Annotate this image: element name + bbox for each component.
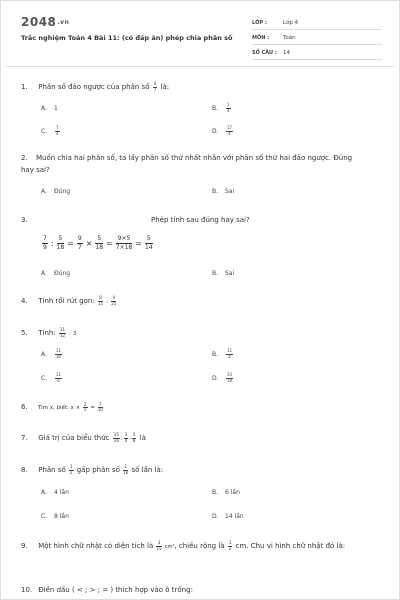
numerator: 15 (113, 432, 119, 437)
option-label: C. (41, 127, 48, 135)
operator: : (106, 299, 108, 305)
numerator: 11 (56, 348, 62, 353)
meta-key: LỚP : (252, 20, 267, 26)
option-value: 14 lần (225, 513, 244, 520)
q1-option-a[interactable] (41, 104, 58, 114)
option-label: C. (41, 374, 48, 382)
fraction (226, 126, 233, 136)
denominator: 4 (124, 437, 128, 443)
question-text-mid: gấp phân số (76, 466, 120, 474)
q1-option-d[interactable] (212, 126, 234, 137)
operand: 3 (73, 331, 77, 337)
q8-option-c[interactable] (41, 512, 69, 522)
denominator: 25 (111, 300, 117, 306)
question-number: 8. (21, 466, 28, 474)
numerator: 1 (227, 102, 230, 107)
option-label: B. (212, 350, 219, 358)
denominator: 18 (95, 244, 104, 251)
question-text: Muốn chia hai phân số, ta lấy phân số thứ nhất nhân với phân số thứ hai đảo ngược. Đúng hay sai? (21, 154, 353, 174)
fraction (226, 103, 231, 113)
question-8 (21, 464, 163, 476)
fraction (156, 541, 161, 551)
numerator: 9×5 (117, 235, 131, 242)
fraction (59, 328, 66, 338)
q2-option-b[interactable] (212, 187, 234, 197)
numerator: 4 (112, 295, 115, 300)
question-text-end: số lần là: (131, 466, 164, 474)
denominator: 18 (227, 377, 233, 383)
denominator: 7 (153, 86, 157, 92)
denominator: 14 (144, 244, 153, 251)
denominator: 4 (56, 130, 59, 136)
q3-expression: $\frac{7}{9}$ : $\frac{5}{18}$ = $\frac{9}{7}$ × $\frac{5}{18}$ = $\frac{9\times 5}{7\times 18}$ = $\frac{5}{14}$ (43, 235, 153, 251)
fraction (116, 235, 132, 252)
question-text: Tính rồi rút gọn: (38, 297, 95, 305)
question-3-number (21, 214, 36, 226)
denominator: 12 (59, 332, 66, 338)
numerator: 17 (227, 125, 233, 130)
numerator: 8 (99, 295, 102, 300)
numerator: 1 (70, 464, 73, 469)
numerator: 9 (77, 235, 82, 242)
option-value: 4 lần (54, 489, 69, 496)
question-text: Phân số (38, 466, 66, 474)
q5-option-a[interactable] (41, 349, 63, 360)
fraction (153, 82, 158, 92)
question-number: 4. (21, 297, 28, 305)
q5-option-b[interactable] (212, 349, 234, 360)
fraction (98, 296, 103, 306)
fraction (124, 433, 129, 443)
fraction (77, 235, 83, 252)
fraction (83, 403, 88, 413)
q1-option-b[interactable] (212, 103, 232, 114)
denominator: 5 (84, 407, 87, 412)
question-number: 1. (21, 83, 28, 91)
numerator: 11 (56, 372, 62, 377)
numerator: 4 (153, 81, 157, 86)
numerator: 5 (146, 235, 151, 242)
question-text-mid: , chiều rộng là (174, 542, 225, 550)
question-text-end: cm. Chu vi hình chữ nhật đó là: (235, 542, 346, 550)
numerator: 3 (124, 432, 128, 437)
option-label: D. (212, 127, 219, 135)
option-label: A. (41, 270, 47, 277)
question-text: Tìm x, biết: x × (37, 405, 81, 411)
option-value: 6 lần (225, 489, 240, 496)
denominator: 10 (97, 407, 103, 412)
option-value: Đúng (54, 188, 71, 195)
denominator: 16 (123, 469, 129, 475)
numerator: 1 (228, 540, 232, 545)
question-text: Một hình chữ nhật có diện tích là (38, 542, 154, 550)
site-logo[interactable] (21, 15, 69, 29)
option-label: A. (41, 188, 47, 195)
fraction (42, 235, 48, 252)
fraction (69, 465, 74, 475)
numerator: 33 (227, 372, 233, 377)
meta-table (252, 17, 382, 62)
denominator: 8 (132, 437, 136, 443)
option-label: B. (212, 188, 219, 195)
denominator: 7 (77, 244, 82, 251)
question-text-end: là (139, 434, 146, 442)
q1-option-c[interactable] (41, 126, 61, 137)
fraction (226, 373, 233, 383)
question-9 (21, 540, 366, 553)
equals-sign: = (90, 405, 95, 411)
fraction (57, 235, 65, 252)
q8-option-d[interactable] (212, 512, 244, 522)
denominator: 4 (228, 130, 231, 136)
fraction (98, 403, 103, 413)
denominator: 4 (227, 107, 230, 113)
question-number: 9. (21, 542, 28, 550)
meta-value: 14 (283, 50, 290, 56)
fraction (95, 235, 103, 252)
fraction (55, 126, 60, 136)
question-number: 2. (21, 154, 28, 162)
fraction (132, 433, 137, 443)
fraction (111, 296, 116, 306)
denominator: 6 (57, 377, 60, 383)
question-3-text: Phép tính sau đúng hay sai? (151, 216, 250, 224)
q5-option-c[interactable] (41, 373, 63, 384)
meta-key: MÔN : (252, 35, 270, 41)
option-label: B. (212, 104, 219, 112)
option-label: B. (212, 270, 219, 277)
option-label: A. (41, 489, 47, 496)
q8-option-a[interactable] (41, 488, 69, 498)
fraction (55, 373, 62, 383)
question-text: Giá trị của biểu thức (38, 434, 110, 442)
numerator: 5 (58, 235, 63, 242)
numerator: 7 (56, 125, 59, 130)
question-text: Tính: (38, 329, 56, 337)
fraction (55, 349, 62, 359)
option-value: 8 lần (54, 513, 69, 520)
option-value: Sai (225, 270, 235, 277)
meta-key: SỐ CÂU : (252, 50, 277, 56)
question-text: Phân số đảo ngược của phân số (38, 83, 150, 91)
question-number: 5. (21, 329, 28, 337)
question-6 (21, 401, 104, 414)
meta-row-subject (252, 32, 382, 45)
denominator: 2 (228, 545, 232, 551)
logo-suffix: .vn (57, 19, 70, 26)
question-text-end: là: (160, 83, 170, 91)
denominator: 15 (97, 300, 104, 306)
denominator: 15 (156, 545, 162, 551)
question-number: 6. (21, 403, 28, 411)
question-1 (21, 81, 169, 93)
question-2 (21, 152, 366, 176)
question-7: 7. Giá trị của biểu thức $\frac{15}{16}$ : $\frac{3}{4}$ - $\frac{5}{8}$ là (21, 432, 146, 443)
q3-option-a[interactable] (41, 269, 70, 279)
question-5 (21, 327, 76, 340)
fraction (145, 235, 153, 252)
meta-value: Toán (283, 35, 296, 41)
meta-value: Lớp 4 (283, 20, 299, 26)
worksheet-title: Trắc nghiệm Toán 4 Bài 11: (có đáp án) phép chia phân số (21, 34, 233, 42)
logo-text: 2048 (21, 15, 57, 29)
meta-row-count (252, 47, 382, 60)
question-number: 7. (21, 434, 28, 442)
option-value: Sai (225, 188, 235, 195)
fraction (123, 465, 128, 475)
numerator: 7 (98, 401, 102, 407)
numerator: 1 (124, 464, 128, 469)
q5-option-d[interactable] (212, 373, 234, 384)
numerator: 5 (97, 235, 102, 242)
fraction (228, 541, 233, 551)
question-10 (21, 584, 193, 596)
numerator: 7 (43, 235, 47, 242)
question-4 (21, 295, 117, 308)
question-number: 3. (21, 216, 28, 224)
q3-option-b[interactable] (212, 269, 234, 279)
option-value: Đúng (54, 270, 71, 277)
option-label: B. (212, 489, 219, 496)
denominator: 18 (56, 244, 65, 251)
denominator: 7×18 (115, 244, 133, 251)
denominator: 4 (228, 353, 231, 359)
meta-row-class (252, 17, 382, 30)
option-label: D. (212, 374, 219, 382)
option-label: A. (41, 105, 47, 112)
option-value: 1 (54, 105, 58, 112)
numerator: 11 (59, 327, 66, 332)
numerator: 3 (157, 540, 161, 545)
denominator: 9 (43, 244, 47, 251)
numerator: 5 (132, 432, 136, 437)
fraction (226, 349, 233, 359)
denominator: 2 (70, 469, 73, 475)
divider (6, 66, 394, 67)
option-label: C. (41, 513, 48, 520)
denominator: 16 (113, 437, 119, 443)
numerator: 11 (227, 348, 233, 353)
fraction (113, 433, 120, 443)
option-label: A. (41, 350, 47, 358)
denominator: 36 (56, 353, 62, 359)
question-number: 10. (21, 586, 33, 594)
numerator: 2 (84, 401, 87, 407)
q2-option-a[interactable] (41, 187, 70, 197)
option-label: D. (212, 513, 219, 520)
q8-option-b[interactable] (212, 488, 240, 498)
unit: cm² (164, 544, 175, 550)
question-text: Điền dấu ( < ; > ; = ) thích hợp vào ô trống: (38, 586, 193, 594)
operator: : (69, 331, 71, 337)
